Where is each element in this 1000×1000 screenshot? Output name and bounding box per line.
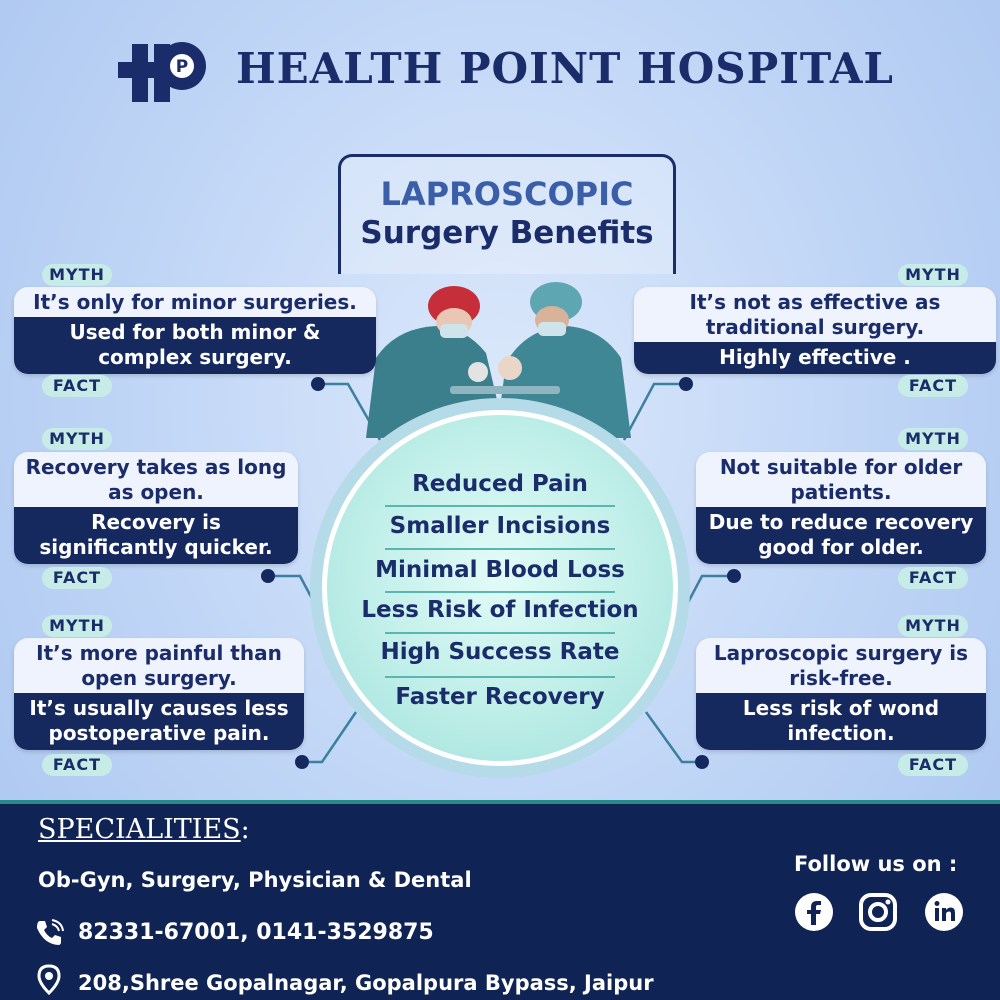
follow-us-label: Follow us on : (794, 852, 958, 876)
fact-tag: FACT (898, 754, 968, 776)
fact-text: Less risk of wond infection. (696, 693, 986, 750)
myth-tag: MYTH (898, 615, 968, 637)
instagram-icon[interactable] (858, 892, 898, 932)
benefit-item: Smaller Incisions (389, 513, 611, 539)
benefit-divider (385, 676, 615, 678)
fact-text: Highly effective . (634, 342, 996, 374)
fact-tag: FACT (42, 754, 112, 776)
fact-tag: FACT (42, 375, 112, 397)
myth-text: Laproscopic surgery is risk-free. (696, 638, 986, 693)
benefit-item: Faster Recovery (395, 684, 605, 710)
fact-text: Recovery is significantly quicker. (14, 507, 298, 564)
footer (0, 800, 1000, 1000)
myth-fact-card (634, 287, 996, 374)
facebook-icon[interactable] (794, 892, 834, 932)
title-line-2: Surgery Benefits (360, 215, 654, 251)
benefit-divider (385, 591, 615, 593)
title-line-1: LAPROSCOPIC (380, 175, 634, 213)
linkedin-icon[interactable] (924, 892, 964, 932)
myth-fact-card (14, 638, 304, 750)
fact-text: Used for both minor & complex surgery. (14, 317, 376, 374)
benefit-divider (385, 505, 615, 507)
benefit-divider (385, 548, 615, 550)
phone-numbers: 82331-67001, 0141-3529875 (78, 920, 434, 945)
benefit-item: Less Risk of Infection (361, 597, 639, 623)
myth-tag: MYTH (42, 428, 112, 450)
benefit-divider (385, 632, 615, 634)
myth-text: Not suitable for older patients. (696, 452, 986, 507)
benefit-item: Minimal Blood Loss (375, 557, 625, 583)
myth-tag: MYTH (42, 615, 112, 637)
myth-text: It’s more painful than open surgery. (14, 638, 304, 693)
hospital-name: HEALTH POINT HOSPITAL (236, 44, 894, 93)
benefit-item: High Success Rate (380, 639, 620, 665)
benefits-circle (322, 410, 678, 766)
myth-tag: MYTH (898, 264, 968, 286)
fact-text: It’s usually causes less postoperative pain. (14, 693, 304, 750)
specialities-title-text: SPECIALITIES (38, 814, 241, 845)
myth-text: It’s not as effective as traditional surgery. (634, 287, 996, 342)
myth-text: Recovery takes as long as open. (14, 452, 298, 507)
myth-tag: MYTH (898, 428, 968, 450)
myth-fact-card (696, 638, 986, 750)
myth-fact-card (14, 287, 376, 374)
myth-fact-card (696, 452, 986, 564)
benefit-item: Reduced Pain (412, 471, 588, 497)
myth-text: It’s only for minor surgeries. (14, 287, 376, 317)
fact-tag: FACT (898, 375, 968, 397)
fact-tag: FACT (898, 567, 968, 589)
specialities-list: Ob-Gyn, Surgery, Physician & Dental (38, 868, 472, 892)
address: 208,Shree Gopalnagar, Gopalpura Bypass, Jaipur (78, 971, 654, 995)
myth-fact-card (14, 452, 298, 564)
fact-text: Due to reduce recovery good for older. (696, 507, 986, 564)
specialities-title: SPECIALITIES: (38, 814, 250, 845)
myth-tag: MYTH (42, 264, 112, 286)
fact-tag: FACT (42, 567, 112, 589)
location-pin-icon (36, 964, 62, 996)
logo-letter: P (175, 57, 189, 77)
phone-icon (34, 918, 64, 948)
